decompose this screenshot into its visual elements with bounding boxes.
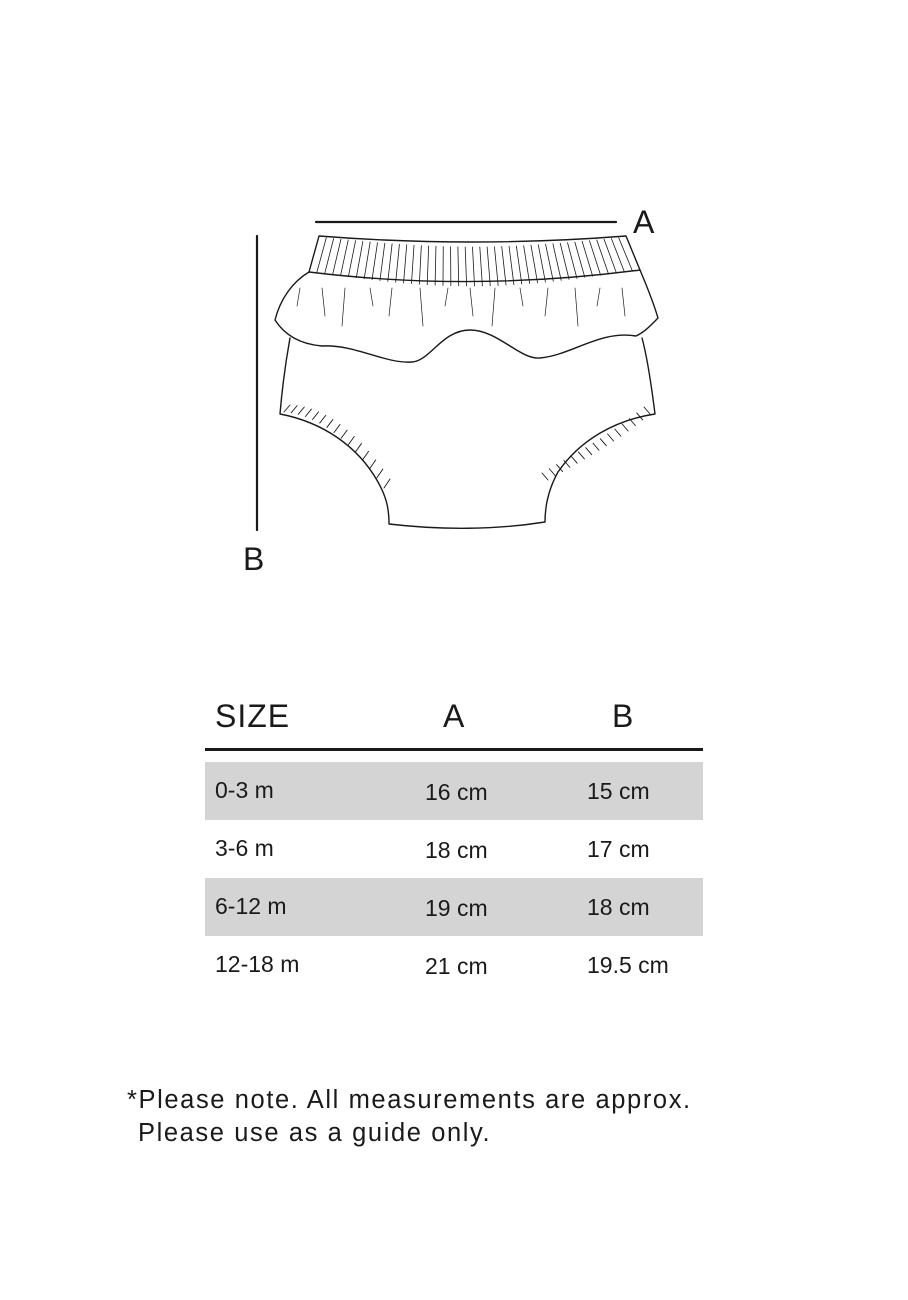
waistband-rib [516,246,521,284]
waistband-rib [568,243,577,279]
leg-hatch [327,420,333,428]
leg-hatch [313,412,319,420]
leg-hatch [355,444,361,452]
waistband-rib [487,247,490,286]
waistband-rib [364,242,370,279]
cell-b: 18 cm [587,894,650,920]
ruffle-gather [470,288,473,316]
table-header [205,698,703,751]
waistband-rib [531,245,538,283]
leg-hatch [571,456,577,463]
cell-a: 19 cm [425,895,488,921]
table-body [205,762,703,994]
leg-hatch [384,479,390,488]
cell-b: 19.5 cm [587,952,669,978]
ruffle-gather [597,288,600,306]
waistband-rib [502,247,506,286]
leg-hatch [593,443,599,450]
waistband-rib [458,247,459,286]
waistband-rib [575,242,585,277]
ruffle-gather [575,288,578,326]
cell-a: 18 cm [425,837,488,863]
leg-hatch [608,434,614,441]
leg-hatch [377,469,383,478]
waistband-rib [411,245,414,283]
leg-hatch [644,407,650,414]
size-table [205,698,703,994]
measurement-note [127,1084,692,1150]
leg-hatch [600,439,606,446]
cell-size: 6-12 m [215,893,287,919]
waistband-rib [325,238,334,273]
cell-a: 16 cm [425,779,488,805]
leg-hatch [284,405,290,412]
leg-hatch [370,460,376,469]
waistband-rib [494,247,498,286]
header-b: B [612,698,635,734]
waistband-rib [560,243,569,279]
leg-hatch [549,469,555,476]
waistband-rib [317,238,326,272]
waistband-rib [380,243,385,280]
waistband-rib [419,246,421,285]
table-row [205,936,703,994]
waistband-rib [348,241,355,277]
garment-body [280,338,655,528]
waistband-rib [546,244,554,281]
waistband-rib [388,244,392,282]
ruffle-gather [389,288,392,316]
waistband-rib [404,245,407,283]
ruffle-gather [420,288,423,326]
waistband-rib [465,247,466,286]
leg-hatch [320,415,326,423]
leg-hatch [615,429,621,436]
dimension-a-label: A [633,204,655,240]
table-row [205,762,703,820]
cell-a: 21 cm [425,953,488,979]
header-a: A [443,698,466,734]
header-size: SIZE [215,698,291,734]
waistband-rib [480,247,483,286]
ruffle-gather [342,288,345,326]
waistband-rib [435,246,436,285]
ruffle-gather [520,288,523,306]
leg-hatch [363,451,369,460]
ruffle-gather [492,288,495,326]
leg-hatch [334,425,340,433]
cell-size: 0-3 m [215,777,274,803]
leg-hatch [586,448,592,455]
table-row [205,878,703,936]
waistband-rib [372,243,377,280]
ruffle-gather [622,288,625,316]
ruffle-gather [545,288,548,316]
waistband-rib [427,246,428,285]
cell-b: 15 cm [587,778,650,804]
note-line-1: *Please note. All measurements are approx. [127,1086,692,1114]
leg-hatch [341,430,347,438]
ruffle-gather [297,288,300,306]
cell-b: 17 cm [587,836,650,862]
leg-hatch [622,424,628,431]
waistband-rib [611,238,624,271]
waistband-rib [619,238,632,270]
ruffle-gather [445,288,448,306]
bloomers-diagram [0,0,908,640]
waistband-rib [341,240,349,276]
waistband-rib [538,245,545,282]
leg-hatch [298,407,304,414]
leg-hatch [542,473,548,480]
leg-hatch [291,406,297,413]
dimension-b-label: B [243,541,265,577]
table-row [205,820,703,878]
waistband-rib [509,246,514,284]
ruffle-gather [322,288,325,316]
ruffle-gather [370,288,373,306]
cell-size: 3-6 m [215,835,274,861]
waistband-rib [396,244,400,282]
note-line-2: Please use as a guide only. [138,1119,492,1147]
waistband-rib [333,239,341,274]
waistband-rib [473,247,475,286]
leg-hatch [578,452,584,459]
waistband-rib [524,246,530,284]
waistband-rib [553,244,561,281]
leg-hatch [348,437,354,445]
cell-size: 12-18 m [215,951,300,977]
waistband-rib [356,241,363,277]
leg-hatch [305,409,311,416]
